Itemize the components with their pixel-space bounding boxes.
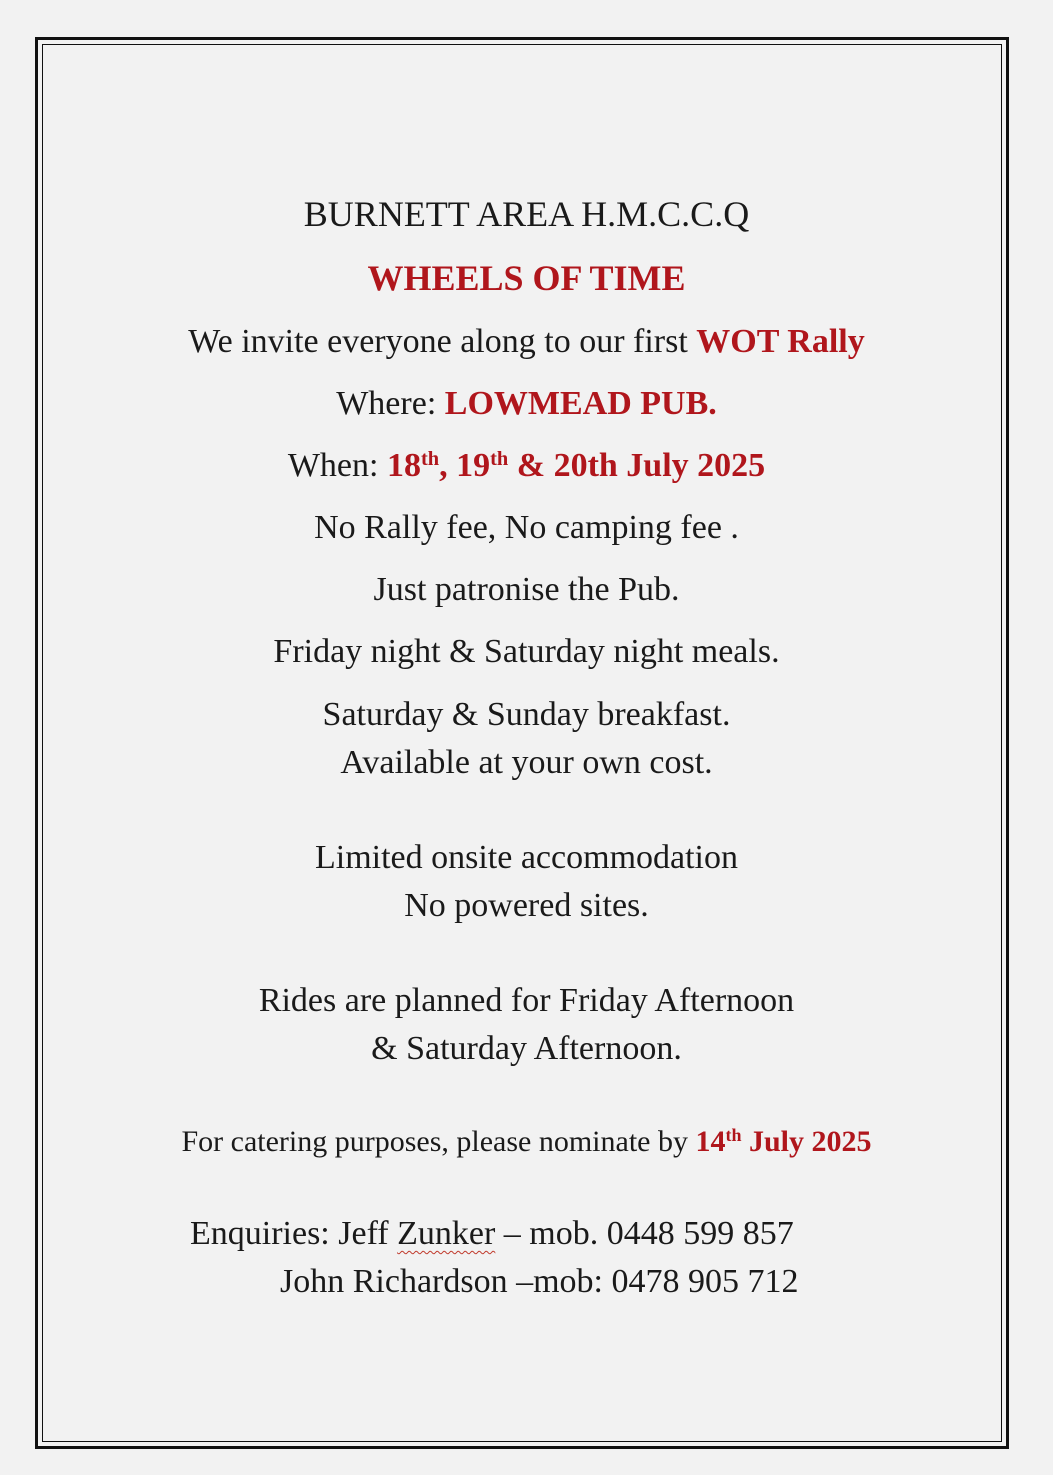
when-line	[0, 446, 1053, 486]
catering-day-suffix: th	[725, 1125, 742, 1146]
when-rest: & 20th July 2025	[508, 447, 766, 484]
invite-text: We invite everyone along to our first	[188, 323, 697, 360]
when-label: When:	[287, 447, 387, 484]
when-day-1: 18	[386, 447, 421, 484]
cost-line: Available at your own cost.	[340, 744, 713, 781]
enquiries-line-1	[190, 1214, 794, 1254]
catering-day: 14	[695, 1125, 726, 1158]
catering-rest: July 2025	[741, 1125, 872, 1158]
patronise-line: Just patronise the Pub.	[373, 571, 680, 608]
catering-line	[0, 1122, 1053, 1162]
accommodation-line: Limited onsite accommodation	[314, 839, 738, 876]
invite-highlight: WOT Rally	[696, 323, 865, 360]
when-dates	[387, 447, 765, 484]
contact-surname: Zunker	[397, 1215, 496, 1252]
rides-line-2: & Saturday Afternoon.	[371, 1030, 682, 1067]
where-line	[0, 384, 1053, 424]
enquiries-label: Enquiries: Jeff	[190, 1215, 398, 1252]
when-day-2: 19	[456, 447, 491, 484]
when-day-2-suffix: th	[490, 447, 509, 470]
fees-line: No Rally fee, No camping fee .	[314, 509, 739, 546]
powered-line: No powered sites.	[404, 887, 649, 924]
when-day-1-suffix: th	[420, 447, 440, 470]
when-separator: ,	[439, 447, 457, 484]
meals-line: Friday night & Saturday night meals.	[273, 633, 780, 670]
catering-text: For catering purposes, please nominate by	[181, 1125, 696, 1158]
contact-1-phone: – mob. 0448 599 857	[495, 1215, 794, 1252]
rides-line-1: Rides are planned for Friday Afternoon	[258, 982, 795, 1019]
catering-date	[695, 1125, 871, 1158]
event-title: WHEELS OF TIME	[367, 258, 686, 298]
org-name: BURNETT AREA H.M.C.C.Q	[303, 194, 750, 234]
where-value: LOWMEAD PUB.	[444, 385, 717, 422]
enquiries-line-2: John Richardson –mob: 0478 905 712	[280, 1263, 799, 1300]
breakfast-line: Saturday & Sunday breakfast.	[322, 696, 731, 733]
invite-line	[0, 322, 1053, 362]
where-label: Where:	[336, 385, 445, 422]
